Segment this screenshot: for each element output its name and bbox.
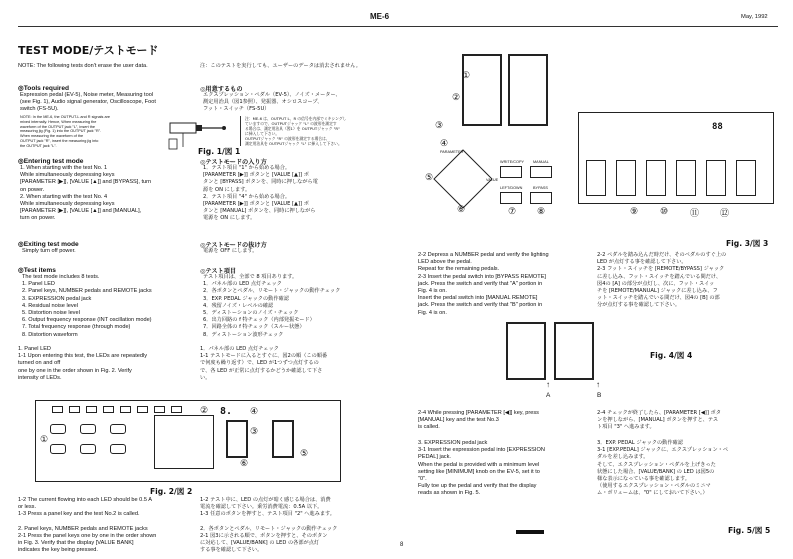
fig3-step-5: ⑤ bbox=[425, 172, 434, 182]
items-body-en: The test mode includes 8 tests. 1. Panel LED 2. Panel keys, NUMBER pedals and REMOTE jacks 3. EXPRESSION pedal jack 4. Residual noise level 5. Distortion noise level 6. Output frequency response (INT oscillation mode) 7. Total frequency response (through mode) 8. Distortion waveform bbox=[22, 274, 152, 338]
fig2-key-6 bbox=[110, 444, 126, 454]
fig5-label: Fig. 5/図 5 bbox=[728, 526, 771, 535]
header-rule bbox=[18, 26, 778, 27]
fig2-digit-left bbox=[226, 420, 248, 458]
fig3-step-7: ⑦ bbox=[508, 206, 517, 216]
fig3-dpad bbox=[433, 149, 492, 208]
fig2-digit-right bbox=[272, 420, 294, 458]
items-body-jp: テスト項目は、全部で 8 項目あります。 1．パネル部の LED 点灯チェック 2．各ボタンとペダル、リモート・ジャックの動作チェック 3．EXP. PEDAL ジャックの動作確認 4．残留ノイズ・レベルの確認 5．ディストーションのノイズ・チェック 6．出力回路の f 特チェック（内部発振モード） 7．回路全体の f 特チェック（スルー状態） 8．ディストーション波形チェック bbox=[203, 274, 341, 338]
fig5-display-segment bbox=[516, 530, 544, 534]
fig3-step-6: ⑥ bbox=[457, 204, 466, 214]
fig3-step-3: ③ bbox=[435, 120, 444, 130]
tools-body-jp: エクスプレッション・ペダル（EV-5）、ノイズ・メーター、 測定用治具（図1参照）、発振器、オシロスコープ、 フット・スイッチ（FS-5U） bbox=[203, 92, 341, 113]
tools-heading-jp: ◎用意するもの bbox=[200, 86, 243, 93]
fig3-step-1: ① bbox=[462, 70, 471, 80]
fig3-digit-left bbox=[462, 54, 502, 126]
test3-call-en: 2-4 While pressing [PARAMETER [◀]] key, press [MANUAL] key and the test No.3 is called. bbox=[418, 410, 539, 431]
fig2-display bbox=[154, 415, 214, 469]
fig3-step-11: ⑪ bbox=[690, 208, 700, 218]
header-model: ME-6 bbox=[370, 12, 390, 21]
fig2-step-2: ② bbox=[200, 405, 209, 415]
fig3-manual-key bbox=[530, 166, 552, 178]
tools-note-jp: 注：ME-6 は、OUTPUT L、R の信号を内部でミキシングし ていますので、OUTPUTジャック "L" の波形を測定す る場合は、測定用治具（図1）を OUTPUTジャック "R" に挿入して下さい。 OUTPUTジャック "R" の波形を測定する場合は、 測定用治具を OUTPUTジャック "L" に挿入して下さい。 bbox=[240, 116, 346, 146]
fig3-unit-display: 88 bbox=[712, 122, 723, 132]
fig4-digit-right bbox=[554, 322, 594, 380]
fig4-label: Fig. 4/図 4 bbox=[650, 351, 693, 360]
panel-led-jp: 1．パネル部の LED 点灯チェック 1-1 テストモードに入るとすぐに、図2の順（この順番 で何度も繰り返す）で、LED が1つずつ点灯するの で、各 LED が正常に点灯するかどうか確認して下さ い。 bbox=[200, 346, 328, 381]
page-number: 8 bbox=[400, 542, 404, 548]
fig4-label-b: B bbox=[597, 392, 602, 399]
fig3-label: Fig. 3/図 3 bbox=[726, 239, 769, 248]
fig3-unit-pedals bbox=[586, 160, 756, 196]
fig2-step-5: ⑤ bbox=[300, 448, 309, 458]
fig2-key-3 bbox=[80, 424, 96, 434]
fig3-write-copy-key bbox=[500, 166, 522, 178]
fig3-bypass-label: BYPASS bbox=[533, 186, 548, 190]
fig4-digit-left bbox=[506, 322, 546, 380]
fig3-digit-right bbox=[508, 54, 548, 126]
items-heading-jp: ◎テスト項目 bbox=[200, 268, 237, 275]
header-date: May, 1992 bbox=[741, 14, 768, 20]
fig3-step-12: ⑫ bbox=[720, 208, 730, 218]
fig2-label: Fig. 2/図 2 bbox=[150, 487, 193, 496]
fig4-label-a: A bbox=[546, 392, 551, 399]
entering-body-en: 1. When starting with the test No. 1 While simultaneously depressing keys [PARAMETER [▶]], [VALUE [▲]] and [BYPASS], turn on power. 2. When starting with the test No. 4 While simultaneously depressing keys [PARAMETER [▶]], [VALUE [▲]] and [MANUAL], turn on power. bbox=[20, 165, 152, 222]
fig1-label: Fig. 1/図 1 bbox=[198, 147, 241, 156]
fig2-key-1 bbox=[50, 424, 66, 434]
pedals-en: 2-2 Depress a NUMBER pedal and verify the lighting LED above the pedal. Repeat for the remaining pedals. 2-3 Insert the pedal switch into [BYPASS REMOTE] jack. Press the switch and verify that "A" portion in Fig. 4 is on. Insert the pedal switch into [MANUAL REMOTE] jack. Press the switch and verify that "B" portion in Fig. 4 is on. bbox=[418, 252, 549, 316]
fig3-step-8: ⑧ bbox=[537, 206, 546, 216]
fig3-left-down-key bbox=[500, 192, 522, 204]
expression-jp: 3．EXP. PEDAL ジャックの動作確認 3-1 [EXP.PEDAL] ジャックに、エクスプレッション・ペ ダルを差し込みます。 そして、エクスプレッション・ペダルを上げきった 状態にした場合、[VALUE/BANK] の LED は図5の 様な表示になっている事を確認します。 （使用するエクスプレッション・ペダルのミニマ ム・ボリュームは、"0" にしておいて下さい。） bbox=[597, 440, 729, 497]
entering-heading-en: ◎Entering test mode bbox=[18, 158, 84, 165]
items-heading-en: ◎Test items bbox=[18, 267, 56, 274]
fig2-step-6: ⑥ bbox=[240, 458, 249, 468]
fig3-write-copy-label: WRITE/COPY bbox=[500, 160, 525, 164]
entering-body-jp: 1．テスト項目 "1" から始める場合。 [PARAMETER [▶]] ボタンと [VALUE [▲]] ボ タンと [BYPASS] ボタンを、同時に押しながら電 源を ON にします。 2．テスト項目 "4" から始める場合。 [PARAMETER [▶]] ボタンと [VALUE [▲]] ボ タンと [MANUAL] ボタンを、同時に押しながら 電源を ON にします。 bbox=[203, 165, 318, 222]
fig2-key-5 bbox=[110, 424, 126, 434]
note-en: NOTE: The following tests don't erase the user data. bbox=[18, 63, 148, 69]
panel-led-en: 1. Panel LED 1-1 Upon entering this test, the LEDs are repeatedly turned on and off one by one in the order shown in Fig. 2. Verify intensity of LEDs. bbox=[18, 346, 148, 381]
entering-heading-jp: ◎テストモードの入り方 bbox=[200, 159, 267, 166]
fig3-step-10: ⑩ bbox=[660, 206, 669, 216]
fig3-manual-label: MANUAL bbox=[533, 160, 549, 164]
fig3-left-down-label: LEFT/DOWN bbox=[500, 186, 523, 190]
fig2-key-4 bbox=[80, 444, 96, 454]
expression-en: 3. EXPRESSION pedal jack 3-1 Insert the expression pedal into [EXPRESSION PEDAL] jack. When the pedal is provided with a minimum level setting like [MINIMUM] knob on the EV-5, set it to "0". Fully toe up the pedal and verify that the display reads as shown in Fig. 5. bbox=[418, 440, 545, 497]
exiting-body-jp: 電源を OFF にします。 bbox=[203, 248, 258, 254]
fig2-key-2 bbox=[50, 444, 66, 454]
fig3-bypass-key bbox=[530, 192, 552, 204]
tools-body-en: Expression pedal (EV-5), Noise meter, Measuring tool (see Fig. 1), Audio signal generator, Oscilloscope, Foot switch (FS-5U). bbox=[20, 92, 156, 113]
test3-call-jp: 2-4 チェックが終了したら、[PARAMETER [◀]] ボタ ンを押しながら、[MANUAL] ボタンを押すと、テス ト項目 "3" へ進みます。 bbox=[597, 410, 721, 431]
fig3-step-4: ④ bbox=[440, 138, 449, 148]
fig3-value-label: VALUE bbox=[486, 178, 499, 182]
fig2-led-row bbox=[52, 406, 182, 412]
fig3-step-9: ⑨ bbox=[630, 206, 639, 216]
note-jp: 注：このテストを実行しても、ユーザーのデータは消去されません。 bbox=[200, 63, 361, 69]
exiting-heading-jp: ◎テストモードの抜け方 bbox=[200, 242, 267, 249]
fig2-step-3: ③ bbox=[250, 426, 259, 436]
fig4-arrow-b: ↑ bbox=[596, 380, 600, 389]
exiting-heading-en: ◎Exiting test mode bbox=[18, 241, 79, 248]
panel-keys-en: 1-2 The current flowing into each LED should be 0.5 A or less. 1-3 Press a panel key and the test No.2 is called. 2. Panel keys, NUMBER pedals and REMOTE jacks 2-1 Press the panel keys one by one in the order shown in Fig. 3. Verify that the display [VALUE BANK] indicates the key being pressed. bbox=[18, 497, 157, 554]
fig2-value-display: 8. bbox=[220, 406, 233, 417]
exiting-body-en: Simply turn off power. bbox=[22, 248, 76, 254]
tools-heading-en: ◎Tools required bbox=[18, 85, 70, 92]
page-title: TEST MODE/テストモード bbox=[18, 44, 159, 57]
pedals-jp: 2-2 ペダルを踏み込んだ時だけ、そのペダルのすぐ上の LED が点灯する事を確認して下さい。 2-3 フット・スイッチを [REMOTE/BYPASS] ジャック に差し込み、フット・スイッチを踏んでいる間だけ、 図4の [A] の部分が点灯し、次に、フット・スイッ チを [REMOTE/MANUAL] ジャックに差し込み、フ ット・スイッチを踏んでいる間だけ、図4の [B] の部 分が点灯する事を確認して下さい。 bbox=[597, 252, 727, 309]
fig3-step-2: ② bbox=[452, 92, 461, 102]
fig4-arrow-a: ↑ bbox=[546, 380, 550, 389]
fig3-parameter-label: PARAMETER bbox=[440, 150, 464, 154]
tools-note-en: NOTE: In the ME-6, the OUTPUT-L and R signals are mixed internally. Hence, When measuring the waveform of the OUTPUT jack "L", insert the measuring jig (Fig. 1) into the OUTPUT jack "R". When measuring the waveform of the OUTPUT jack "R", insert the measuring jig into the OUTPUT jack "L". bbox=[20, 115, 110, 148]
panel-keys-jp: 1-2 テスト中に、LED の点灯が暗く感じる場合は、消費 電流を確認して下さい。乗労消費電流：0.5A 以下。 1-3 任意のボタンを押すと、テスト項目 "2" へ進みます。 2．各ボタンとペダル、リモート・ジャックの動作チェック 2-1 図3に示される順で、ボタンを押すと、そのボタン に対応して、[VALUE/BANK] の LED の各部が点灯 する事を確認して下さい。 bbox=[200, 497, 338, 554]
fig2-step-1: ① bbox=[40, 434, 49, 444]
fig2-step-4: ④ bbox=[250, 406, 259, 416]
